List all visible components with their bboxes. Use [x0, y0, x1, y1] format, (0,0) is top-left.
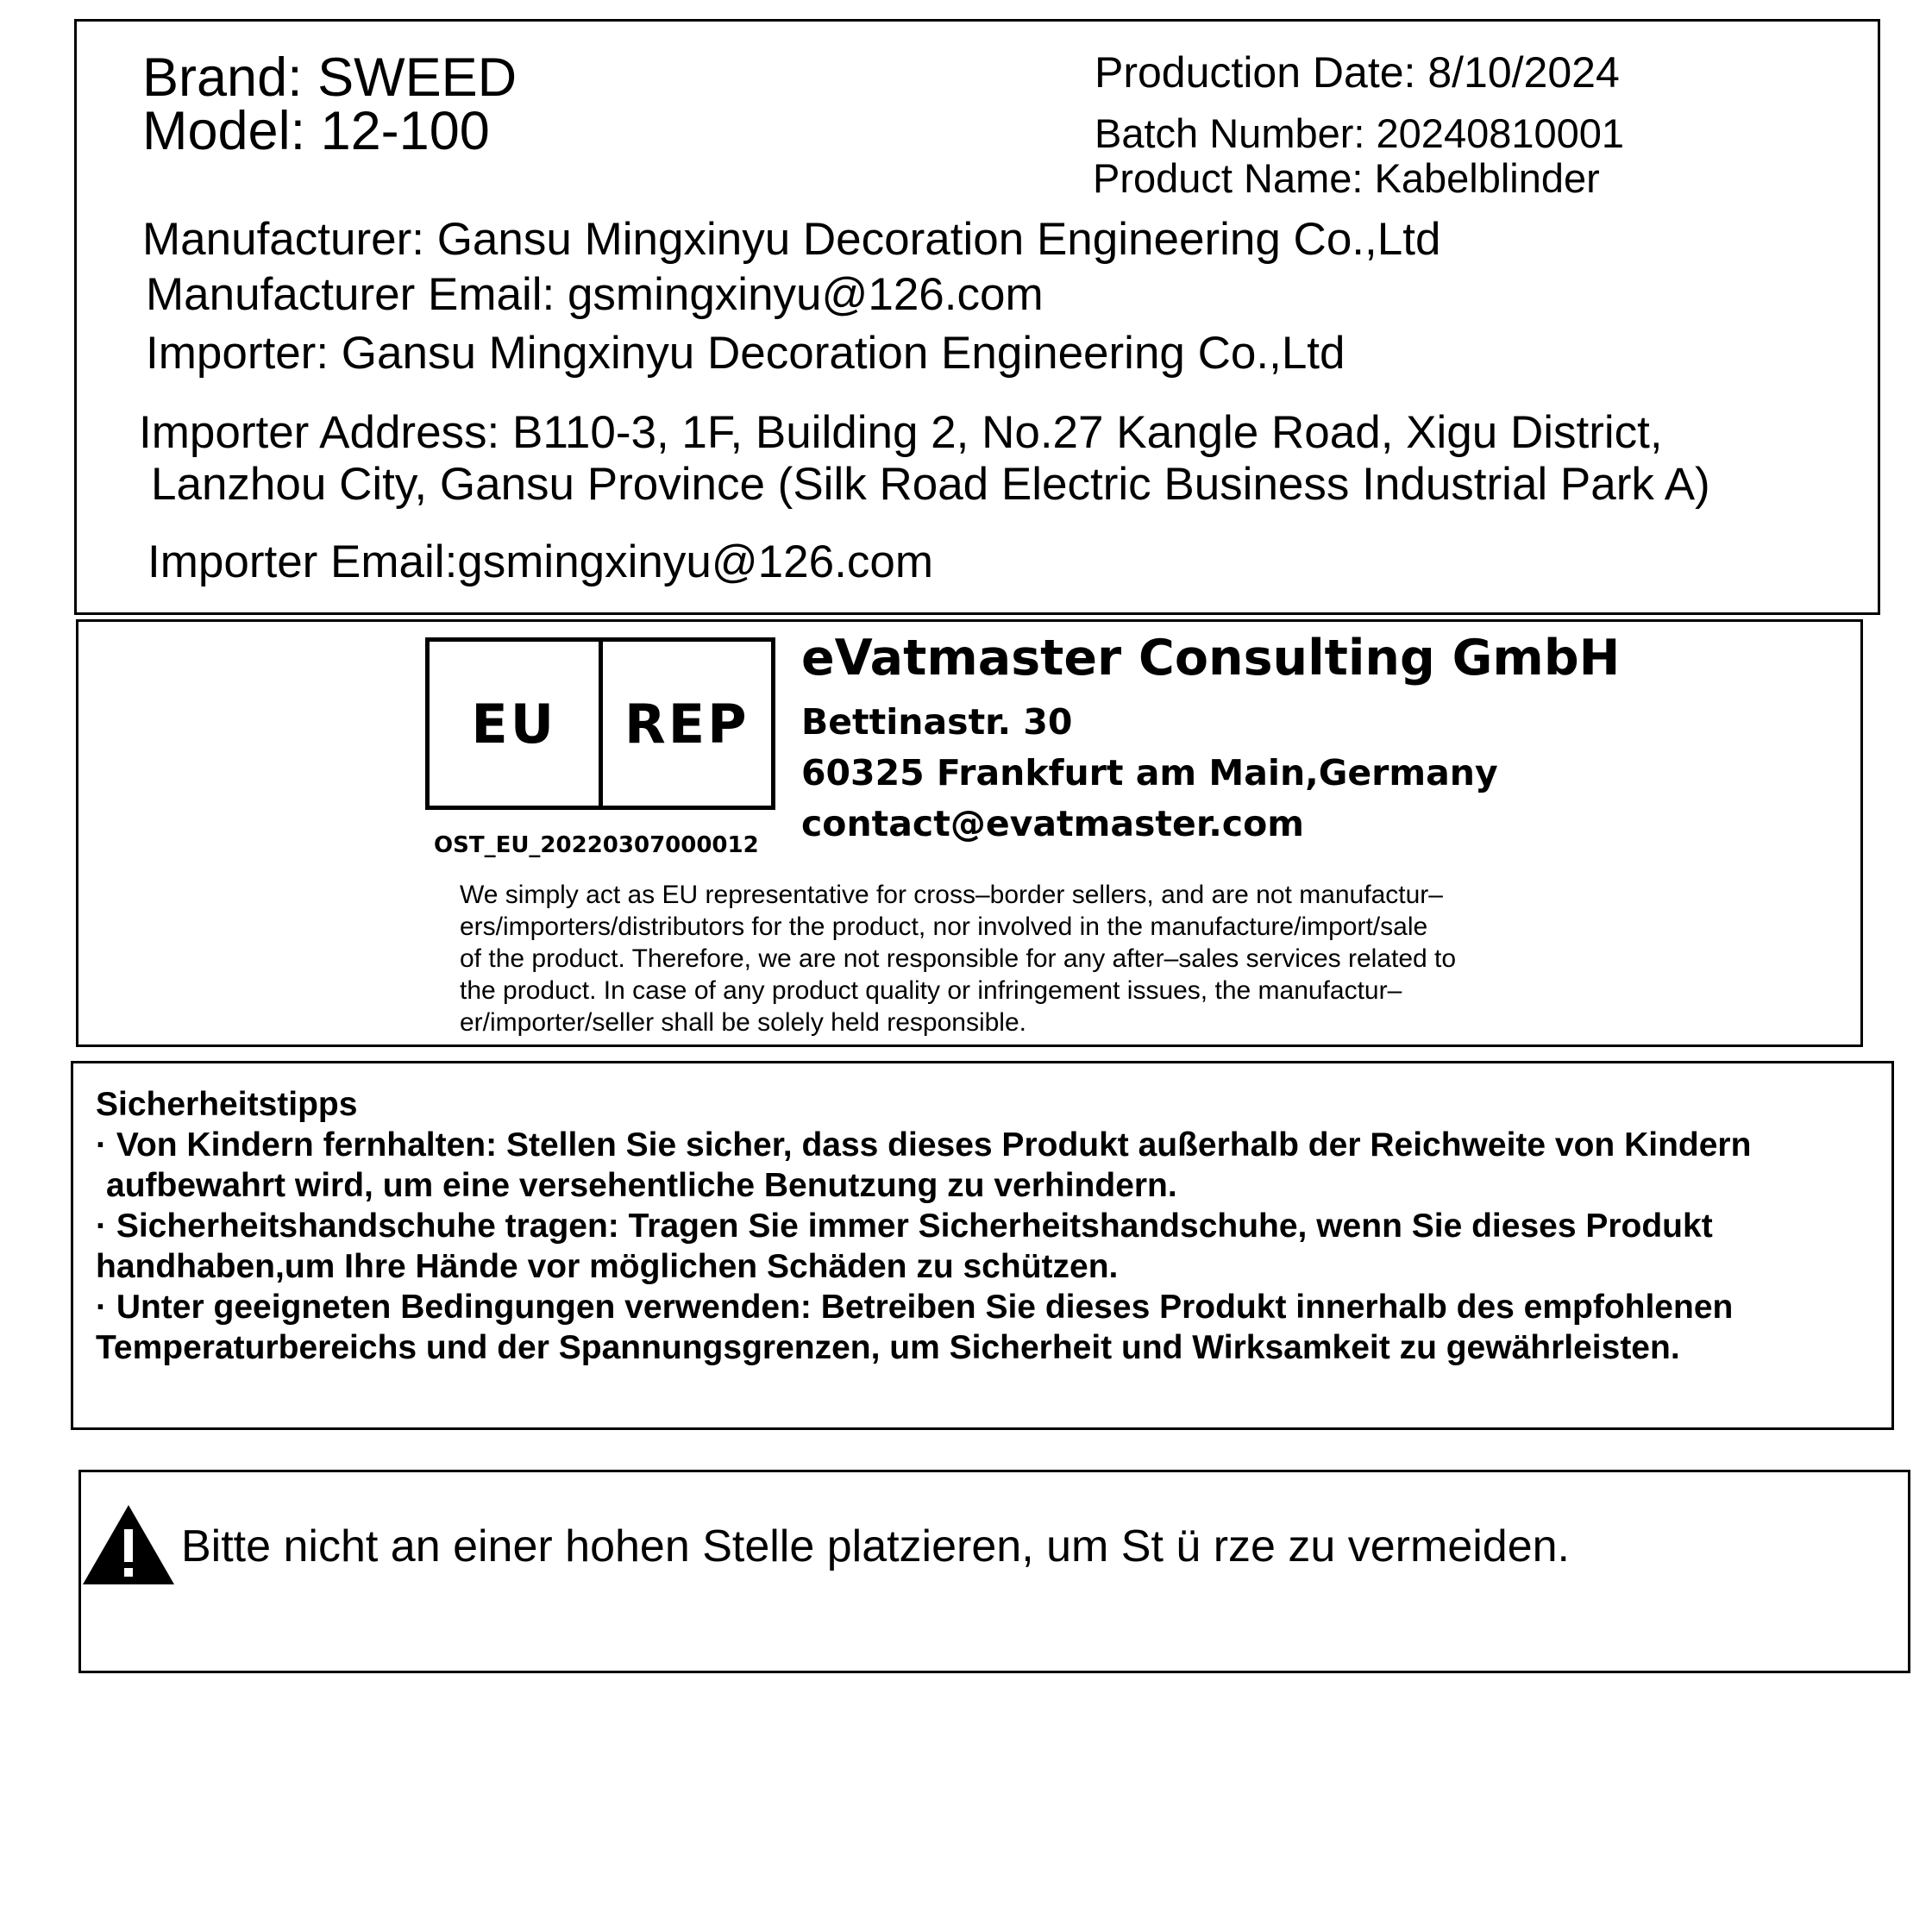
- eu-rep-symbol-eu: EU: [471, 692, 557, 756]
- safety-tips-box: [71, 1061, 1894, 1430]
- safety-line: aufbewahrt wird, um eine versehentliche Benutzung zu verhindern.: [106, 1167, 1177, 1204]
- disclaimer-line: ers/importers/distributors for the product, nor involved in the manufacture/import/sale: [460, 913, 1428, 941]
- warning-triangle-icon: [81, 1503, 176, 1586]
- brand-text: Brand: SWEED: [142, 47, 518, 108]
- warning-box: [78, 1470, 1910, 1673]
- warning-text: Bitte nicht an einer hohen Stelle platzieren, um St ü rze zu vermeiden.: [181, 1521, 1570, 1571]
- model-text: Model: 12-100: [142, 101, 490, 161]
- eu-rep-box: [76, 619, 1863, 1047]
- eu-rep-street: Bettinastr. 30: [801, 701, 1073, 743]
- eu-rep-symbol-rep: REP: [599, 642, 772, 806]
- eu-rep-city: 60325 Frankfurt am Main,Germany: [801, 752, 1498, 794]
- eu-rep-registration-code: OST_EU_20220307000012: [434, 832, 759, 858]
- product-info-box: [74, 19, 1880, 615]
- manufacturer-email-text: Manufacturer Email: gsmingxinyu@126.com: [146, 269, 1044, 320]
- safety-line: · Unter geeigneten Bedingungen verwenden: Betreiben Sie dieses Produkt innerhalb des empfohlenen: [96, 1289, 1734, 1326]
- safety-line: Temperaturbereichs und der Spannungsgrenzen, um Sicherheit und Wirksamkeit zu gewährleisten.: [96, 1329, 1680, 1366]
- disclaimer-line: We simply act as EU representative for cross–border sellers, and are not manufactur–: [460, 881, 1443, 909]
- disclaimer-line: er/importer/seller shall be solely held responsible.: [460, 1008, 1026, 1037]
- safety-line: · Sicherheitshandschuhe tragen: Tragen Sie immer Sicherheitshandschuhe, wenn Sie dieses Produkt: [96, 1208, 1713, 1245]
- batch-number-text: Batch Number: 20240810001: [1095, 110, 1625, 156]
- disclaimer-line: the product. In case of any product quality or infringement issues, the manufactur–: [460, 976, 1402, 1005]
- manufacturer-text: Manufacturer: Gansu Mingxinyu Decoration Engineering Co.,Ltd: [142, 214, 1441, 265]
- safety-title: Sicherheitstipps: [96, 1086, 358, 1123]
- eu-rep-disclaimer: [460, 879, 1667, 1038]
- importer-email-text: Importer Email:gsmingxinyu@126.com: [147, 536, 933, 587]
- production-date-text: Production Date: 8/10/2024: [1095, 48, 1620, 97]
- safety-line: · Von Kindern fernhalten: Stellen Sie sicher, dass dieses Produkt außerhalb der Reichweite von Kindern: [96, 1126, 1752, 1164]
- importer-address-line2: Lanzhou City, Gansu Province (Silk Road Electric Business Industrial Park A): [151, 459, 1710, 510]
- eu-rep-company-name: eVatmaster Consulting GmbH: [801, 630, 1621, 687]
- importer-text: Importer: Gansu Mingxinyu Decoration Engineering Co.,Ltd: [146, 328, 1346, 379]
- safety-line: handhaben,um Ihre Hände vor möglichen Schäden zu schützen.: [96, 1248, 1119, 1285]
- eu-rep-symbol: [425, 637, 775, 810]
- disclaimer-line: of the product. Therefore, we are not responsible for any after–sales services related to: [460, 944, 1457, 973]
- eu-rep-email: contact@evatmaster.com: [801, 803, 1304, 844]
- product-name-text: Product Name: Kabelblinder: [1093, 155, 1600, 201]
- importer-address-line1: Importer Address: B110-3, 1F, Building 2, No.27 Kangle Road, Xigu District,: [139, 407, 1663, 458]
